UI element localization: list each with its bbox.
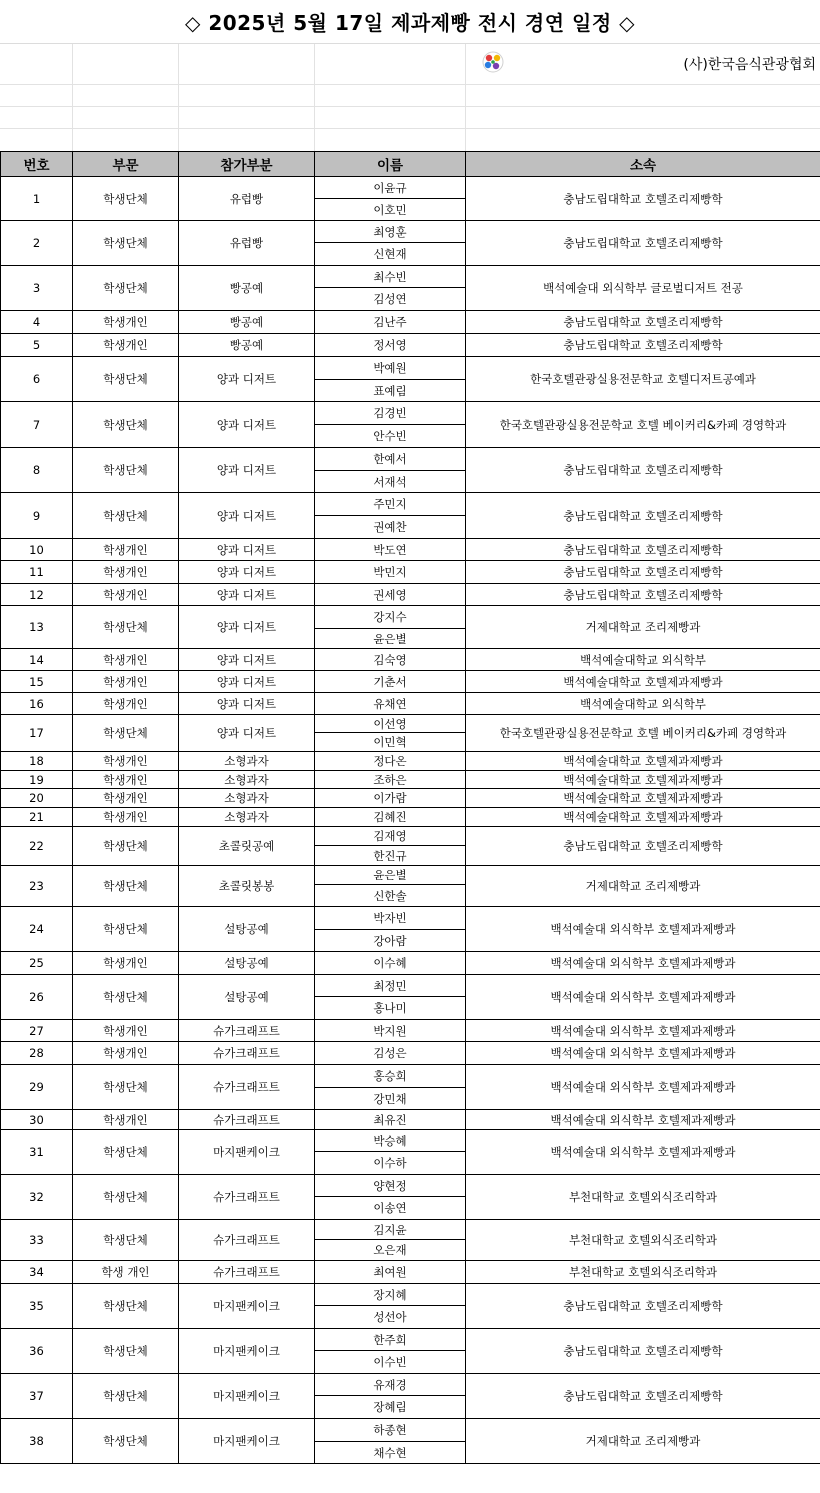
cell-category: 양과 디저트 [179,693,315,715]
cell-participant-name: 김경빈 [315,402,466,425]
cell-affiliation: 백석예술대 외식학부 호텔제과제빵과 [466,1130,820,1175]
cell-participant-name: 이윤규 [315,177,466,199]
cell-number: 35 [1,1284,73,1329]
table-row [1,1284,820,1306]
cell-number: 8 [1,448,73,493]
cell-participant-name: 최영훈 [315,221,466,243]
table-row [1,715,820,733]
cell-number: 23 [1,866,73,907]
cell-affiliation: 부천대학교 호텔외식조리학과 [466,1261,820,1284]
cell-affiliation: 충남도립대학교 호텔조리제빵학 [466,1329,820,1374]
cell-category: 양과 디저트 [179,715,315,752]
cell-number: 19 [1,771,73,789]
organization-name: (사)한국음식관광협회 [683,57,816,73]
cell-affiliation: 거제대학교 조리제빵과 [466,1419,820,1464]
cell-number: 15 [1,671,73,693]
cell-number: 26 [1,975,73,1020]
cell-number: 31 [1,1130,73,1175]
table-row [1,1419,820,1442]
cell-division: 학생단체 [73,975,179,1020]
cell-participant-name: 최여원 [315,1261,466,1284]
cell-affiliation: 백석예술대학교 외식학부 [466,693,820,715]
cell-participant-name: 이송연 [315,1197,466,1220]
cell-participant-name: 홍승희 [315,1065,466,1088]
cell-number: 1 [1,177,73,221]
page-title: ◇ 2025년 5월 17일 제과제빵 전시 경연 일정 ◇ [0,0,820,44]
cell-participant-name: 안수빈 [315,425,466,448]
cell-participant-name: 최유진 [315,1110,466,1130]
cell-division: 학생개인 [73,952,179,975]
cell-participant-name: 최수빈 [315,266,466,288]
cell-participant-name: 조하은 [315,771,466,789]
cell-number: 27 [1,1020,73,1042]
cell-affiliation: 충남도립대학교 호텔조리제빵학 [466,827,820,866]
grid-line [72,44,73,151]
cell-division: 학생개인 [73,1042,179,1065]
cell-category: 양과 디저트 [179,649,315,671]
cell-category: 소형과자 [179,789,315,808]
cell-division: 학생단체 [73,266,179,311]
cell-category: 설탕공예 [179,907,315,952]
cell-category: 슈가크래프트 [179,1065,315,1110]
table-row [1,866,820,885]
cell-category: 빵공예 [179,334,315,357]
cell-participant-name: 박승혜 [315,1130,466,1152]
cell-category: 양과 디저트 [179,539,315,561]
cell-number: 14 [1,649,73,671]
cell-category: 초콜릿공예 [179,827,315,866]
cell-category: 빵공예 [179,311,315,334]
cell-participant-name: 양현정 [315,1175,466,1197]
cell-number: 28 [1,1042,73,1065]
cell-affiliation: 충남도립대학교 호텔조리제빵학 [466,561,820,584]
cell-affiliation: 한국호텔관광실용전문학교 호텔 베이커리&카페 경영학과 [466,402,820,448]
table-row [1,539,820,561]
table-row [1,1042,820,1065]
cell-category: 양과 디저트 [179,357,315,402]
cell-participant-name: 유재경 [315,1374,466,1396]
cell-participant-name: 박자빈 [315,907,466,930]
table-row [1,752,820,771]
schedule-table [0,151,820,1464]
cell-category: 소형과자 [179,752,315,771]
cell-division: 학생단체 [73,1329,179,1374]
cell-participant-name: 한예서 [315,448,466,471]
cell-affiliation: 백석예술대 외식학부 호텔제과제빵과 [466,1110,820,1130]
cell-division: 학생단체 [73,866,179,907]
cell-participant-name: 박예원 [315,357,466,380]
cell-category: 슈가크래프트 [179,1020,315,1042]
cell-participant-name: 권세영 [315,584,466,606]
table-row [1,584,820,606]
cell-division: 학생개인 [73,1020,179,1042]
table-header-row [1,152,820,177]
table-row [1,1130,820,1152]
cell-number: 3 [1,266,73,311]
cell-affiliation: 백석예술대 외식학부 호텔제과제빵과 [466,952,820,975]
cell-affiliation: 충남도립대학교 호텔조리제빵학 [466,334,820,357]
table-row [1,1374,820,1396]
cell-participant-name: 김성연 [315,288,466,311]
cell-division: 학생개인 [73,334,179,357]
cell-category: 양과 디저트 [179,402,315,448]
grid-line [0,84,820,85]
cell-participant-name: 이선영 [315,715,466,733]
cell-affiliation: 백석예술대 외식학부 호텔제과제빵과 [466,975,820,1020]
table-row [1,266,820,288]
cell-division: 학생단체 [73,827,179,866]
cell-affiliation: 거제대학교 조리제빵과 [466,866,820,907]
cell-participant-name: 오은재 [315,1240,466,1261]
cell-participant-name: 윤은별 [315,629,466,649]
cell-participant-name: 김숙영 [315,649,466,671]
cell-participant-name: 김난주 [315,311,466,334]
cell-division: 학생개인 [73,808,179,827]
cell-participant-name: 이민혁 [315,733,466,752]
cell-number: 24 [1,907,73,952]
cell-number: 12 [1,584,73,606]
column-header-category: 참가부분 [179,152,315,177]
cell-category: 슈가크래프트 [179,1220,315,1261]
cell-affiliation: 거제대학교 조리제빵과 [466,606,820,649]
cell-category: 유럽빵 [179,221,315,266]
cell-participant-name: 강민채 [315,1088,466,1110]
cell-affiliation: 부천대학교 호텔외식조리학과 [466,1175,820,1220]
cell-division: 학생개인 [73,561,179,584]
cell-division: 학생개인 [73,311,179,334]
cell-category: 소형과자 [179,808,315,827]
table-row [1,334,820,357]
cell-division: 학생단체 [73,907,179,952]
cell-affiliation: 백석예술대학교 호텔제과제빵과 [466,771,820,789]
cell-participant-name: 이수빈 [315,1351,466,1374]
cell-category: 슈가크래프트 [179,1175,315,1220]
cell-category: 설탕공예 [179,952,315,975]
cell-participant-name: 장지혜 [315,1284,466,1306]
cell-division: 학생단체 [73,1130,179,1175]
cell-number: 34 [1,1261,73,1284]
column-header-affiliation: 소속 [466,152,820,177]
grid-line [0,128,820,129]
column-header-division: 부문 [73,152,179,177]
cell-category: 설탕공예 [179,975,315,1020]
column-header-name: 이름 [315,152,466,177]
cell-category: 슈가크래프트 [179,1261,315,1284]
table-row [1,1065,820,1088]
cell-affiliation: 부천대학교 호텔외식조리학과 [466,1220,820,1261]
cell-division: 학생단체 [73,177,179,221]
table-row [1,493,820,516]
cell-division: 학생단체 [73,402,179,448]
cell-participant-name: 김혜진 [315,808,466,827]
table-row [1,789,820,808]
cell-affiliation: 한국호텔관광실용전문학교 호텔디저트공예과 [466,357,820,402]
table-row [1,827,820,846]
cell-participant-name: 유채연 [315,693,466,715]
cell-number: 6 [1,357,73,402]
cell-affiliation: 충남도립대학교 호텔조리제빵학 [466,1374,820,1419]
cell-number: 20 [1,789,73,808]
cell-participant-name: 성선아 [315,1306,466,1329]
cell-affiliation: 백석예술대학교 외식학부 [466,649,820,671]
cell-participant-name: 신현재 [315,243,466,266]
cell-division: 학생단체 [73,1065,179,1110]
cell-participant-name: 이수혜 [315,952,466,975]
cell-category: 마지팬케이크 [179,1130,315,1175]
cell-number: 38 [1,1419,73,1464]
cell-division: 학생개인 [73,671,179,693]
cell-category: 양과 디저트 [179,493,315,539]
cell-category: 초콜릿봉봉 [179,866,315,907]
cell-affiliation: 백석예술대 외식학부 호텔제과제빵과 [466,907,820,952]
cell-affiliation: 백석예술대 외식학부 호텔제과제빵과 [466,1042,820,1065]
cell-division: 학생단체 [73,1220,179,1261]
cell-category: 양과 디저트 [179,448,315,493]
cell-category: 마지팬케이크 [179,1329,315,1374]
cell-number: 5 [1,334,73,357]
table-row [1,1261,820,1284]
cell-affiliation: 충남도립대학교 호텔조리제빵학 [466,539,820,561]
cell-number: 17 [1,715,73,752]
table-row [1,311,820,334]
cell-participant-name: 윤은별 [315,866,466,885]
cell-participant-name: 정서영 [315,334,466,357]
cell-participant-name: 이수하 [315,1152,466,1175]
cell-participant-name: 김지윤 [315,1220,466,1240]
cell-category: 양과 디저트 [179,584,315,606]
table-row [1,808,820,827]
cell-participant-name: 이가람 [315,789,466,808]
cell-category: 빵공예 [179,266,315,311]
cell-number: 32 [1,1175,73,1220]
cell-affiliation: 한국호텔관광실용전문학교 호텔 베이커리&카페 경영학과 [466,715,820,752]
cell-participant-name: 장혜림 [315,1396,466,1419]
cell-affiliation: 백석예술대학교 호텔제과제빵과 [466,752,820,771]
table-row [1,1020,820,1042]
cell-category: 마지팬케이크 [179,1284,315,1329]
cell-division: 학생단체 [73,1175,179,1220]
cell-category: 슈가크래프트 [179,1110,315,1130]
table-row [1,1175,820,1197]
cell-category: 양과 디저트 [179,561,315,584]
table-row [1,649,820,671]
table-row [1,606,820,629]
cell-participant-name: 표예림 [315,380,466,402]
cell-affiliation: 백석예술대 외식학부 호텔제과제빵과 [466,1020,820,1042]
cell-participant-name: 주민지 [315,493,466,516]
cell-number: 37 [1,1374,73,1419]
cell-number: 9 [1,493,73,539]
cell-division: 학생단체 [73,606,179,649]
cell-number: 16 [1,693,73,715]
cell-participant-name: 신한솔 [315,885,466,907]
cell-participant-name: 하종현 [315,1419,466,1442]
cell-affiliation: 충남도립대학교 호텔조리제빵학 [466,311,820,334]
cell-number: 33 [1,1220,73,1261]
cell-participant-name: 강지수 [315,606,466,629]
cell-division: 학생개인 [73,771,179,789]
cell-affiliation: 충남도립대학교 호텔조리제빵학 [466,177,820,221]
cell-affiliation: 백석예술대 외식학부 글로벌디저트 전공 [466,266,820,311]
cell-number: 10 [1,539,73,561]
cell-affiliation: 백석예술대학교 호텔제과제빵과 [466,789,820,808]
cell-participant-name: 김재영 [315,827,466,846]
cell-participant-name: 한주희 [315,1329,466,1351]
cell-division: 학생단체 [73,1374,179,1419]
cell-participant-name: 박지원 [315,1020,466,1042]
cell-division: 학생개인 [73,752,179,771]
cell-number: 30 [1,1110,73,1130]
cell-number: 11 [1,561,73,584]
cell-division: 학생개인 [73,539,179,561]
table-row [1,1220,820,1240]
table-row [1,561,820,584]
cell-division: 학생단체 [73,1284,179,1329]
cell-division: 학생단체 [73,715,179,752]
grid-line [314,44,315,151]
column-header-number: 번호 [1,152,73,177]
cell-category: 마지팬케이크 [179,1419,315,1464]
cell-division: 학생개인 [73,649,179,671]
cell-participant-name: 채수현 [315,1442,466,1464]
cell-category: 양과 디저트 [179,671,315,693]
table-row [1,177,820,199]
table-row [1,1110,820,1130]
cell-participant-name: 권예찬 [315,516,466,539]
cell-affiliation: 백석예술대 외식학부 호텔제과제빵과 [466,1065,820,1110]
cell-division: 학생개인 [73,584,179,606]
table-row [1,221,820,243]
table-row [1,975,820,997]
cell-category: 양과 디저트 [179,606,315,649]
cell-participant-name: 김성은 [315,1042,466,1065]
cell-affiliation: 충남도립대학교 호텔조리제빵학 [466,1284,820,1329]
table-row [1,952,820,975]
cell-affiliation: 백석예술대학교 호텔제과제빵과 [466,808,820,827]
cell-participant-name: 이호민 [315,199,466,221]
cell-division: 학생 개인 [73,1261,179,1284]
cell-number: 29 [1,1065,73,1110]
cell-number: 13 [1,606,73,649]
cell-participant-name: 강아람 [315,930,466,952]
cell-division: 학생개인 [73,1110,179,1130]
cell-affiliation: 충남도립대학교 호텔조리제빵학 [466,448,820,493]
cell-division: 학생단체 [73,448,179,493]
cell-category: 유럽빵 [179,177,315,221]
cell-affiliation: 충남도립대학교 호텔조리제빵학 [466,221,820,266]
cell-division: 학생단체 [73,1419,179,1464]
cell-participant-name: 박민지 [315,561,466,584]
cell-number: 7 [1,402,73,448]
cell-category: 마지팬케이크 [179,1374,315,1419]
cell-participant-name: 정다온 [315,752,466,771]
cell-participant-name: 홍나미 [315,997,466,1020]
table-row [1,771,820,789]
cell-number: 22 [1,827,73,866]
cell-number: 36 [1,1329,73,1374]
cell-number: 2 [1,221,73,266]
cell-number: 4 [1,311,73,334]
cell-division: 학생단체 [73,493,179,539]
cell-division: 학생단체 [73,357,179,402]
cell-category: 슈가크래프트 [179,1042,315,1065]
cell-division: 학생단체 [73,221,179,266]
cell-division: 학생개인 [73,693,179,715]
cell-affiliation: 백석예술대학교 호텔제과제빵과 [466,671,820,693]
grid-line [178,44,179,151]
table-row [1,907,820,930]
cell-participant-name: 서재석 [315,471,466,493]
table-row [1,448,820,471]
table-row [1,1329,820,1351]
table-row [1,693,820,715]
table-row [1,402,820,425]
cell-participant-name: 한진규 [315,846,466,866]
table-row [1,357,820,380]
cell-affiliation: 충남도립대학교 호텔조리제빵학 [466,584,820,606]
cell-number: 25 [1,952,73,975]
cell-participant-name: 기춘서 [315,671,466,693]
cell-category: 소형과자 [179,771,315,789]
cell-participant-name: 최정민 [315,975,466,997]
cell-affiliation: 충남도립대학교 호텔조리제빵학 [466,493,820,539]
cell-division: 학생개인 [73,789,179,808]
cell-number: 18 [1,752,73,771]
grid-line [0,106,820,107]
cell-number: 21 [1,808,73,827]
cell-participant-name: 박도연 [315,539,466,561]
table-row [1,671,820,693]
grid-line [465,44,466,151]
